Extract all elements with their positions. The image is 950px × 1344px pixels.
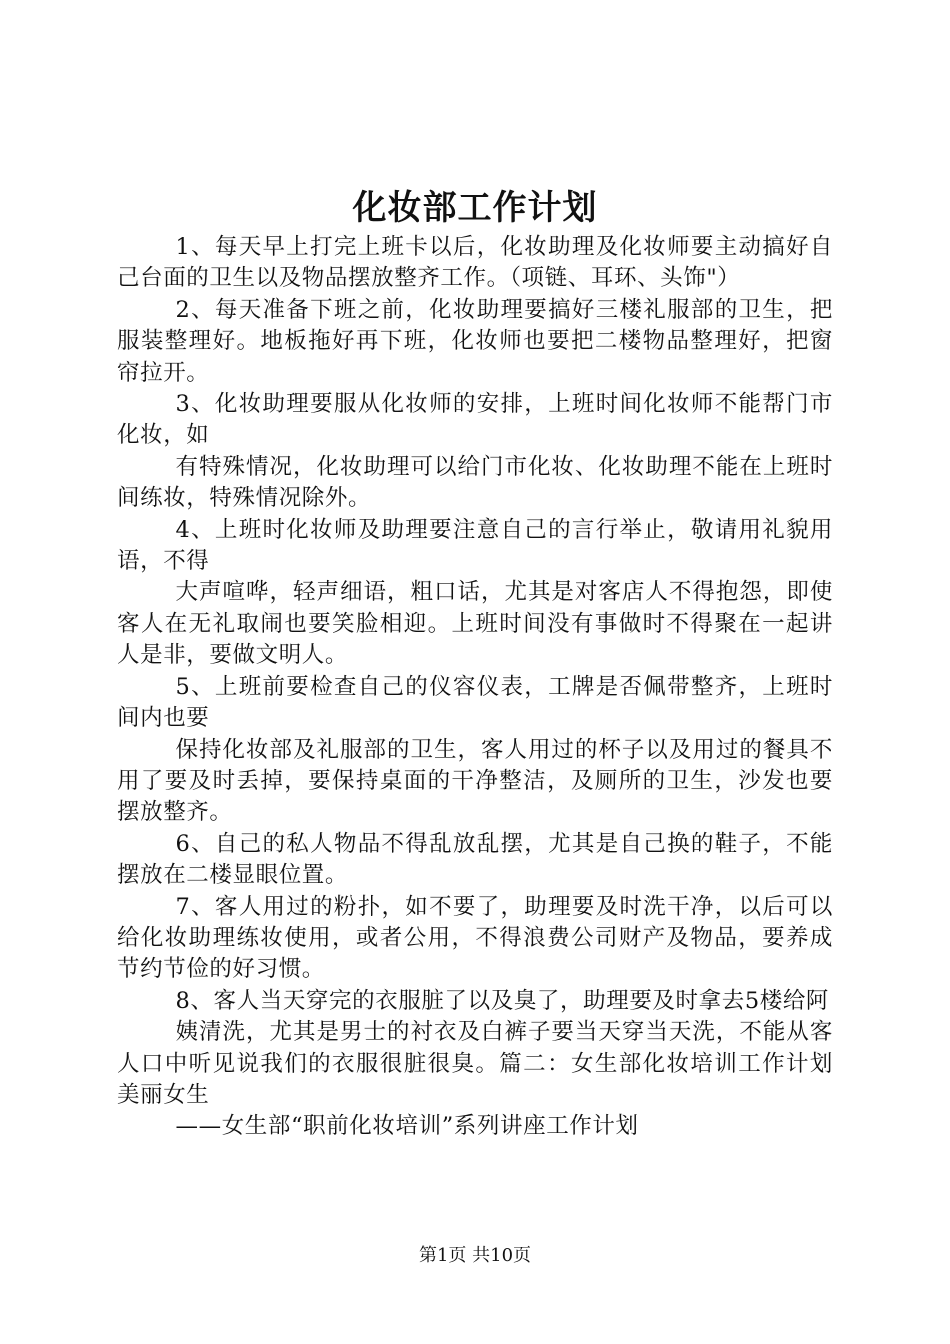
paragraph-3: 3、化妆助理要服从化妆师的安排，上班时间化妆师不能帮门市化妆，如	[117, 391, 833, 449]
paragraph-8: 8、客人当天穿完的衣服脏了以及臭了，助理要及时拿去5楼给阿	[175, 987, 830, 1014]
paragraph-2: 2、每天准备下班之前，化妆助理要搞好三楼礼服部的卫生，把服装整理好。地板拖好再下班，化妆师也要把二楼物品整理好，把窗帘拉开。	[117, 296, 833, 386]
page-number-footer: 第1页 共10页	[418, 1245, 532, 1266]
paragraph-7: 7、客人用过的粉扑，如不要了，助理要及时洗干净，以后可以给化妆助理练妆使用，或者公用，不得浪费公司财产及物品，要养成节约节俭的好习惯。	[117, 893, 833, 983]
document-body	[117, 232, 833, 1143]
document-title: 化妆部工作计划	[352, 188, 598, 228]
paragraph-4: 4、上班时化妆师及助理要注意自己的言行举止，敬请用礼貌用语，不得	[117, 516, 833, 575]
paragraph-8-continued: 姨清洗，尤其是男士的衬衣及白裤子要当天穿当天洗，不能从客人口中听见说我们的衣服很脏很臭。篇二：女生部化妆培训工作计划美丽女生	[117, 1019, 833, 1108]
paragraph-1: 1、每天早上打完上班卡以后，化妆助理及化妆师要主动搞好自己台面的卫生以及物品摆放整齐工作。（项链、耳环、头饰"）	[117, 234, 833, 292]
paragraph-6: 6、自己的私人物品不得乱放乱摆，尤其是自己换的鞋子，不能摆放在二楼显眼位置。	[117, 830, 833, 889]
paragraph-3-continued: 有特殊情况，化妆助理可以给门市化妆、化妆助理不能在上班时间练妆，特殊情况除外。	[117, 453, 833, 512]
section-subtitle: ——女生部“职前化妆培训”系列讲座工作计划	[175, 1113, 639, 1140]
paragraph-5: 5、上班前要检查自己的仪容仪表，工牌是否佩带整齐，上班时间内也要	[117, 673, 833, 732]
paragraph-5-continued: 保持化妆部及礼服部的卫生，客人用过的杯子以及用过的餐具不用了要及时丢掉，要保持桌面的干净整洁，及厕所的卫生，沙发也要摆放整齐。	[117, 736, 833, 826]
paragraph-4-continued: 大声喧哗，轻声细语，粗口话，尤其是对客店人不得抱怨，即使客人在无礼取闹也要笑脸相迎。上班时间没有事做时不得聚在一起讲人是非，要做文明人。	[117, 579, 833, 669]
